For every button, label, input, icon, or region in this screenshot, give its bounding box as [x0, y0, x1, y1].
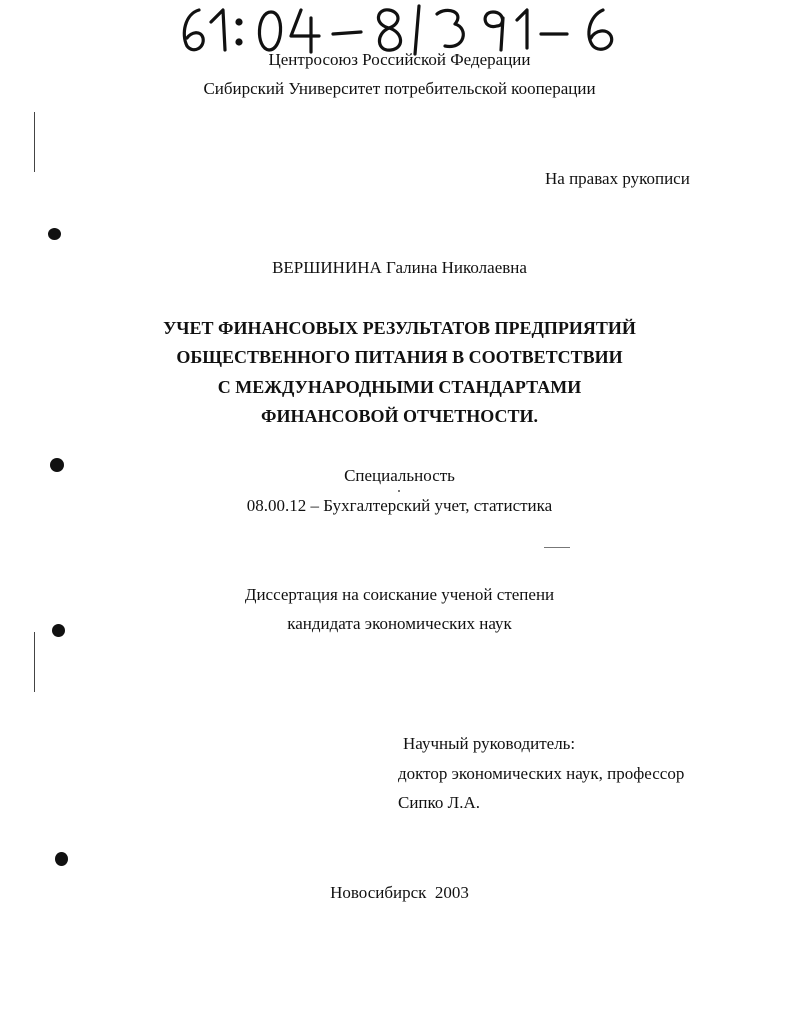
city-year: Новосибирск 2003: [330, 883, 469, 902]
specialty-value: 08.00.12 – Бухгалтерский учет, статистика: [246, 496, 553, 515]
thesis-title-line-3: С МЕЖДУНАРОДНЫМИ СТАНДАРТАМИ: [217, 377, 582, 397]
supervisor-label: Научный руководитель:: [403, 734, 576, 753]
handwritten-archive-number: [175, 4, 635, 56]
thesis-title-line-1: УЧЕТ ФИНАНСОВЫХ РЕЗУЛЬТАТОВ ПРЕДПРИЯТИЙ: [163, 318, 636, 338]
organization-name: Центросоюз Российской Федерации: [268, 50, 531, 69]
thesis-title-line-2: ОБЩЕСТВЕННОГО ПИТАНИЯ В СООТВЕТСТВИИ: [176, 347, 623, 367]
specialty-label: Специальность: [344, 466, 455, 485]
thesis-title-line-4: ФИНАНСОВОЙ ОТЧЕТНОСТИ.: [261, 406, 538, 426]
supervisor-name: Сипко Л.А.: [398, 793, 480, 812]
author-name: ВЕРШИНИНА Галина Николаевна: [272, 258, 527, 277]
binder-hole-mark: [48, 228, 61, 240]
scan-speck: [398, 490, 400, 492]
manuscript-note: На правах рукописи: [545, 169, 690, 188]
degree-line-2: кандидата экономических наук: [287, 614, 512, 633]
supervisor-title: доктор экономических наук, профессор: [398, 764, 685, 783]
scan-speck: [544, 547, 570, 548]
degree-line-1: Диссертация на соискание ученой степени: [244, 585, 555, 604]
scan-edge-line: [34, 632, 35, 692]
scan-edge-line: [34, 112, 35, 172]
binder-hole-mark: [55, 852, 68, 866]
university-name: Сибирский Университет потребительской кооперации: [203, 79, 596, 98]
